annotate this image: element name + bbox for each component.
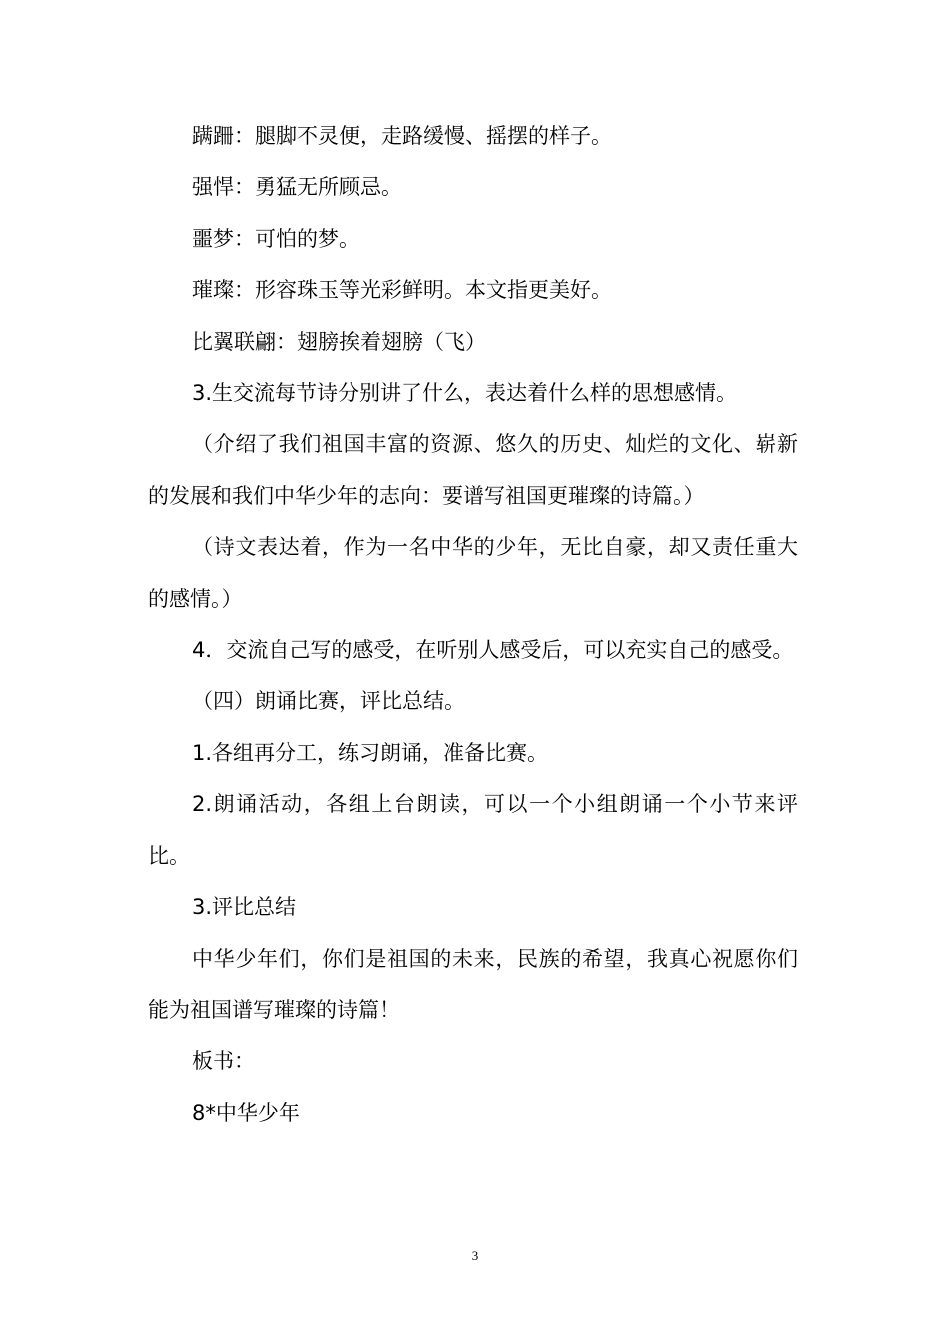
paragraph-contest-step-2: 2.朗诵活动，各组上台朗读，可以一个小组朗诵一个小节来评比。 xyxy=(148,792,798,868)
paragraph-vocab-panshan: 蹒跚：腿脚不灵便，走路缓慢、摇摆的样子。 xyxy=(192,124,612,148)
page-number: 3 xyxy=(471,1248,479,1263)
paragraph-vocab-cuican: 璀璨：形容珠玉等光彩鲜明。本文指更美好。 xyxy=(192,278,612,303)
paragraph-blackboard-label: 板书： xyxy=(192,1049,255,1074)
document-body xyxy=(148,111,798,1139)
paragraph-closing-wish: 中华少年们，你们是祖国的未来，民族的希望，我真心祝愿你们能为祖国谱写璀璨的诗篇！ xyxy=(148,946,798,1022)
paragraph-vocab-qianghan: 强悍：勇猛无所顾忌。 xyxy=(192,175,402,200)
paragraph-contest-step-3: 3.评比总结 xyxy=(192,895,297,920)
paragraph-step-3: 3.生交流每节诗分别讲了什么，表达着什么样的思想感情。 xyxy=(192,381,738,406)
section-heading-four: （四）朗诵比赛，评比总结。 xyxy=(192,689,465,714)
paragraph-answer-content: （介绍了我们祖国丰富的资源、悠久的历史、灿烂的文化、崭新的发展和我们中华少年的志向：要谱写祖国更璀璨的诗篇。） xyxy=(148,432,798,508)
paragraph-answer-emotion: （诗文表达着，作为一名中华的少年，无比自豪，却又责任重大的感情。） xyxy=(148,535,798,611)
paragraph-vocab-emeng: 噩梦：可怕的梦。 xyxy=(192,226,360,251)
paragraph-blackboard-title: 8*中华少年 xyxy=(192,1100,300,1125)
paragraph-step-4: 4．交流自己写的感受，在听别人感受后，可以充实自己的感受。 xyxy=(192,638,794,663)
paragraph-vocab-biyilianpian: 比翼联翩：翅膀挨着翅膀（飞） xyxy=(192,329,486,354)
paragraph-contest-step-1: 1.各组再分工，练习朗诵，准备比赛。 xyxy=(192,740,549,765)
